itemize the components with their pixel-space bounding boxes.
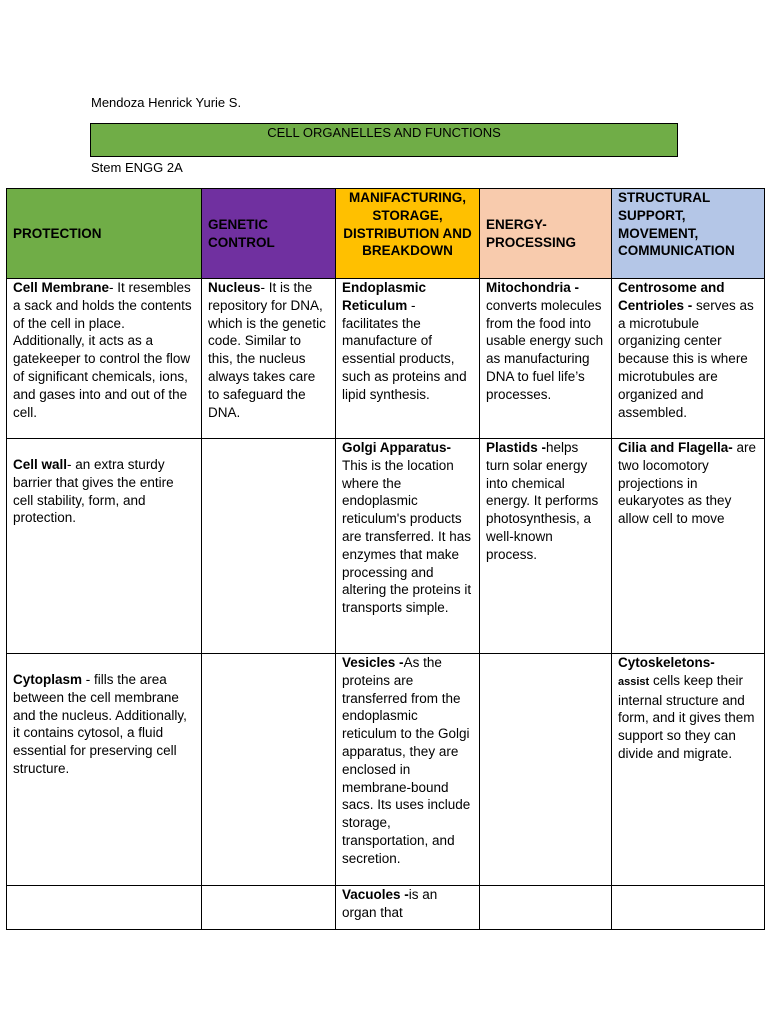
cell-genetic <box>202 654 336 886</box>
organelle-name: Centrosome and Centrioles - <box>618 280 725 313</box>
organelle-desc: - an extra sturdy barrier that gives the entire cell stability, form, and protection. <box>13 457 174 526</box>
header-protection: PROTECTION <box>7 189 202 279</box>
cell-manufacturing <box>336 886 480 930</box>
header-structural-support: STRUCTURAL SUPPORT, MOVEMENT, COMMUNICATION <box>612 189 765 279</box>
organelle-name: Vesicles - <box>342 655 404 670</box>
cell-manufacturing <box>336 654 480 886</box>
cell-protection <box>7 279 202 439</box>
header-row <box>7 189 765 279</box>
cell-genetic <box>202 886 336 930</box>
cell-energy <box>480 279 612 439</box>
section-label: Stem ENGG 2A <box>91 160 183 175</box>
organelle-desc: - facilitates the manufacture of essential products, such as proteins and lipid synthesis. <box>342 297 467 402</box>
cell-energy <box>480 654 612 886</box>
table-row <box>7 279 765 439</box>
cell-protection <box>7 439 202 654</box>
header-energy-processing: ENERGY-PROCESSING <box>480 189 612 279</box>
cell-protection <box>7 654 202 886</box>
organelle-desc: converts molecules from the food into usable energy such as manufacturing DNA to fuel life’s processes. <box>486 297 604 402</box>
cell-structural <box>612 279 765 439</box>
organelle-desc: helps turn solar energy into chemical energy. It performs photosynthesis, a well-known process. <box>486 440 599 562</box>
organelles-table <box>6 188 765 930</box>
organelle-desc: This is the location where the endoplasmic reticulum's products are transferred. It has enzymes that make processing and altering the proteins it transports simple. <box>342 457 472 616</box>
organelle-name: Cilia and Flagella- <box>618 440 733 455</box>
header-manufacturing: MANIFACTURING, STORAGE, DISTRIBUTION AND BREAKDOWN <box>336 189 480 279</box>
document-title: CELL ORGANELLES AND FUNCTIONS <box>90 123 678 157</box>
organelle-name: Mitochondria - <box>486 280 579 295</box>
author-name: Mendoza Henrick Yurie S. <box>91 95 242 110</box>
organelle-desc: - fills the area between the cell membrane and the nucleus. Additionally, it contains cytosol, a fluid essential for preserving cell structure. <box>13 672 187 776</box>
header-genetic-control: GENETIC CONTROL <box>202 189 336 279</box>
organelle-desc: is an organ that <box>342 887 438 920</box>
cell-energy <box>480 439 612 654</box>
table-row <box>7 654 765 886</box>
organelle-name: Vacuoles - <box>342 887 409 902</box>
organelle-desc: cells keep their internal structure and form, and it gives them support so they can divide and migrate. <box>618 672 755 761</box>
organelle-name-small: assist <box>618 675 650 688</box>
organelle-name: Cell wall <box>13 457 68 472</box>
organelle-name: Nucleus <box>208 280 261 295</box>
organelle-desc: serves as a microtubule organizing center because this is where microtubules are organized and assembled. <box>618 297 754 420</box>
cell-energy <box>480 886 612 930</box>
organelle-name: Cytoskeletons- <box>618 655 715 670</box>
cell-genetic <box>202 439 336 654</box>
cell-genetic <box>202 279 336 439</box>
cell-manufacturing <box>336 439 480 654</box>
table-row <box>7 439 765 654</box>
organelle-name: Endoplasmic Reticulum <box>342 280 427 313</box>
organelle-name: Plastids - <box>486 440 547 455</box>
cell-structural <box>612 439 765 654</box>
organelle-name: Golgi Apparatus- <box>342 440 452 455</box>
cell-manufacturing <box>336 279 480 439</box>
organelle-desc: are two locomotory projections in eukaryotes as they allow cell to move <box>618 440 757 527</box>
organelle-name: Cell Membrane <box>13 280 110 295</box>
cell-structural <box>612 654 765 886</box>
cell-structural <box>612 886 765 930</box>
organelle-name: Cytoplasm <box>13 672 83 687</box>
organelle-desc: - It is the repository for DNA, which is the genetic code. Similar to this, the nucleus always takes care to safeguard the DNA. <box>208 280 326 420</box>
organelle-desc: - It resembles a sack and holds the contents of the cell in place. Additionally, it acts as a gatekeeper to control the flow of significant chemicals, ions, and gases into and out of the cell. <box>13 280 192 420</box>
cell-protection <box>7 886 202 930</box>
organelle-desc: As the proteins are transferred from the endoplasmic reticulum to the Golgi apparatus, they are enclosed in membrane-bound sacs. Its uses include storage, transportation, and secretion. <box>342 655 471 866</box>
table-row <box>7 886 765 930</box>
